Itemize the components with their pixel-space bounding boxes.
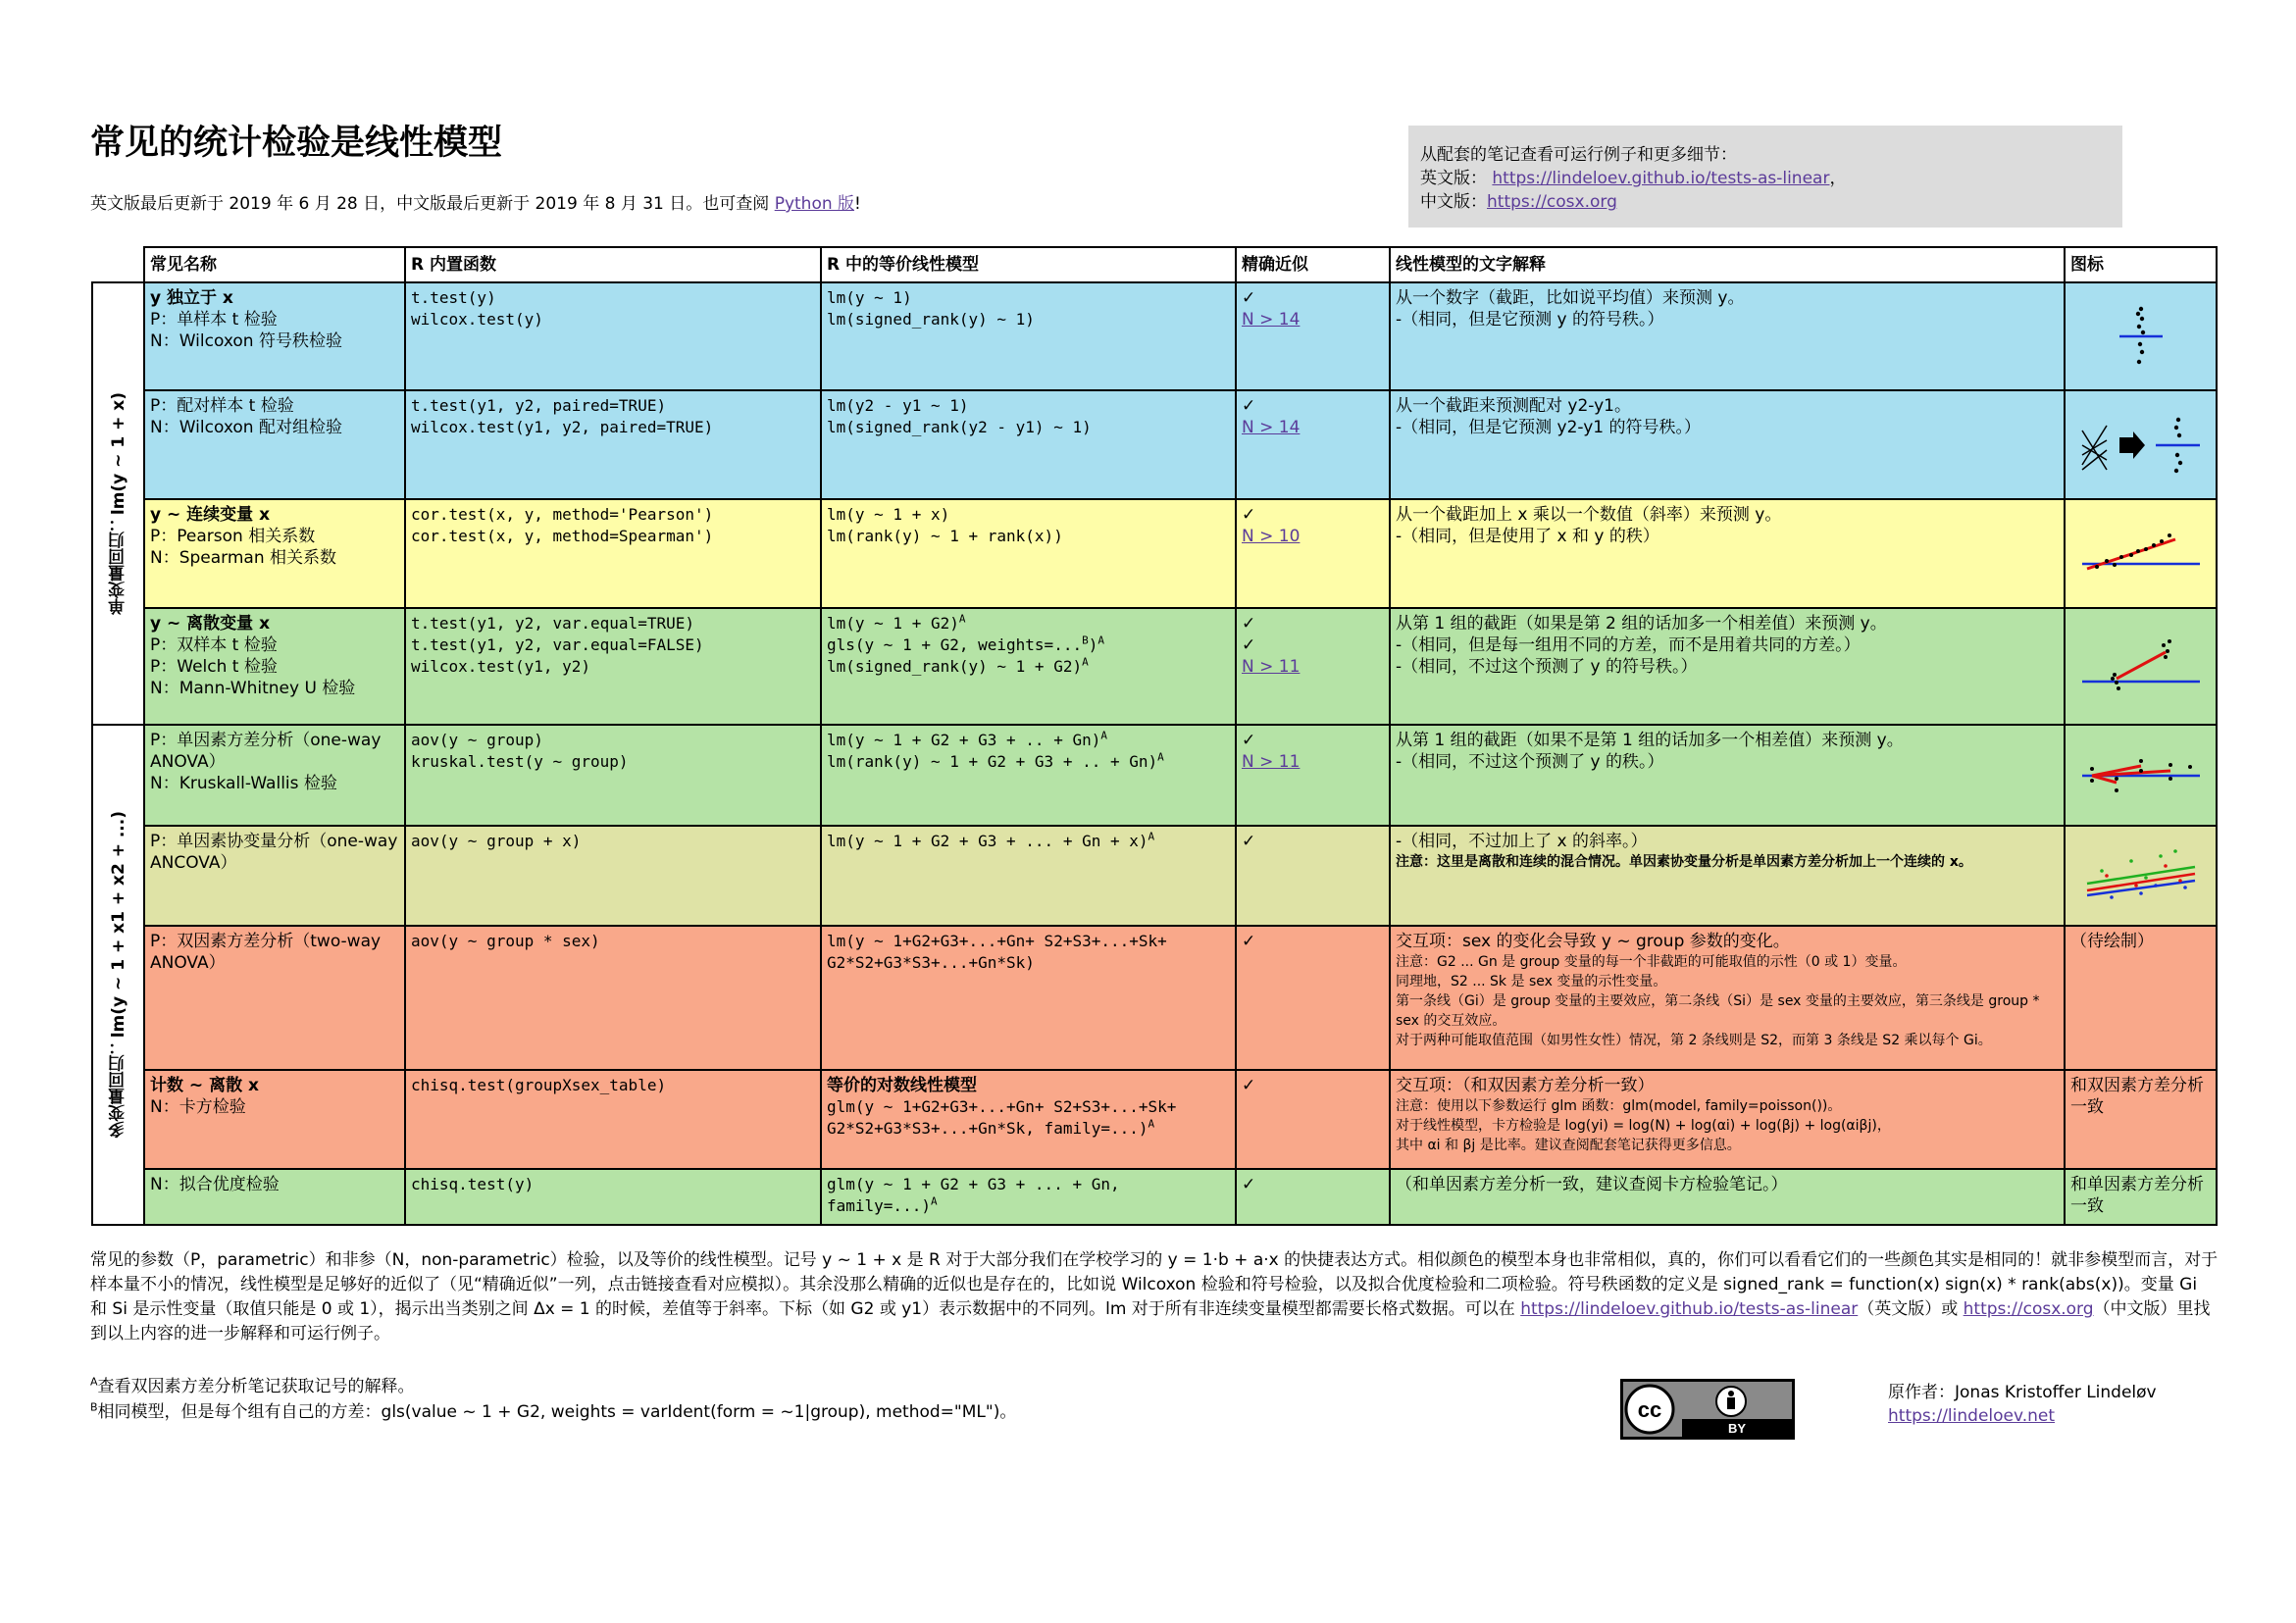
python-version-link[interactable]: Python 版 [774,194,855,214]
lm-line [827,751,1230,773]
note-b [90,1400,1016,1425]
explanation: -（相同，不过加上了 x 的斜率。） [1396,832,1648,851]
check-mark: ✓ [1242,288,1256,308]
table-row [92,1169,2217,1225]
explanation: 从第 1 组的截距（如果不是第 1 组的话加多一个相差值）来预测 y。 [1396,731,1904,750]
r-builtin-cell: aov(y ~ group + x) [405,826,821,926]
explanation: 从第 1 组的截距（如果是第 2 组的话加多一个相差值）来预测 y。 [1396,614,1887,634]
lm-cell [821,826,1236,926]
cc-icon: cc [1637,1397,1662,1422]
author-name: 原作者：Jonas Kristoffer Lindeløv [1888,1383,2157,1402]
explain-cell [1390,608,2065,725]
explanation: 从一个截距来预测配对 y2-y1。 [1396,396,1631,416]
header-icon: 图标 [2065,247,2217,282]
explanation: 从一个截距加上 x 乘以一个数值（斜率）来预测 y。 [1396,505,1782,525]
test-name: P：单因素协变量分析（one-way ANCOVA） [150,832,398,873]
explanation: 从一个数字（截距，比如说平均值）来预测 y。 [1396,288,1745,308]
lm-line [827,1118,1230,1140]
r-builtin-cell: chisq.test(y) [405,1169,821,1225]
lm-cell: lm(y2 - y1 ~ 1) lm(signed_rank(y2 - y1) ~ 1) [821,390,1236,499]
cc-by-license-badge[interactable] [1620,1379,1795,1440]
exact-cell [1236,608,1390,725]
lm-line: glm(y ~ 1+G2+G3+...+Gn+ S2+S3+...+Sk+ [827,1097,1177,1116]
explain-cell [1390,725,2065,826]
note-a [90,1375,415,1399]
exact-cell [1236,1070,1390,1169]
superscript: A [930,1194,938,1208]
lm-cell: lm(y ~ 1+G2+G3+...+Gn+ S2+S3+...+Sk+ G2*S2+G3*S3+...+Gn*Sk) [821,926,1236,1070]
simulation-link[interactable]: N > 10 [1242,527,1301,546]
explanation-note: 注意：G2 ... Gn 是 group 变量的每一个非截距的可能取值的示性（0 或 1）变量。 [1396,954,1907,970]
test-name: N：Wilcoxon 符号秩检验 [150,331,342,351]
test-name: N：Mann-Whitney U 检验 [150,679,356,698]
explain-cell [1390,282,2065,390]
r-builtin-cell: t.test(y1, y2, var.equal=TRUE) t.test(y1, y2, var.equal=FALSE) wilcox.test(y1, y2) [405,608,821,725]
r-builtin-cell: cor.test(x, y, method='Pearson') cor.test(x, y, method=Spearman') [405,499,821,608]
exact-cell [1236,926,1390,1070]
correlation-icon [2065,499,2217,608]
header-corner [92,247,144,282]
r-builtin-cell: t.test(y) wilcox.test(y) [405,282,821,390]
note-text: 相同模型，但是每个组有自己的方差：gls(value ~ 1 + G2, weights = varIdent(form = ~1|group), method="ML")。 [97,1402,1017,1422]
lm-line [827,634,1230,656]
superscript: A [1097,634,1104,647]
lm-text: G2*S2+G3*S3+...+Gn*Sk, family=...) [827,1119,1148,1138]
exact-cell [1236,390,1390,499]
icon-placeholder: 和双因素方差分析一致 [2065,1070,2217,1169]
explanation-note: 其中 αi 和 βj 是比率。建议查阅配套笔记获得更多信息。 [1396,1138,1741,1153]
table-row [92,1070,2217,1169]
test-name: N：拟合优度检验 [150,1175,280,1194]
lm-text: ) [1088,635,1098,654]
check-mark: ✓ [1242,505,1256,525]
by-label: BY [1727,1421,1747,1436]
exact-cell [1236,499,1390,608]
lm-text: lm(rank(y) ~ 1 + G2 + G3 + .. + Gn) [827,752,1158,771]
test-name: P：单因素方差分析（one-way ANOVA） [150,731,382,772]
explanation-note: 对于两种可能取值范围（如男性女性）情况，第 2 条线则是 S2，而第 3 条线是 S2 乘以每个 Gi。 [1396,1033,1992,1048]
r-builtin-cell: t.test(y1, y2, paired=TRUE) wilcox.test(y1, y2, paired=TRUE) [405,390,821,499]
row-heading: y ~ 连续变量 x [150,505,271,525]
test-name: P：单样本 t 检验 [150,310,278,330]
name-cell [144,608,405,725]
superscript: B [1082,634,1089,647]
single-regression-label: 单变量回归：lm(y ~ 1 + x) [92,282,144,725]
test-name: N：卡方检验 [150,1097,246,1117]
header-linear-model: R 中的等价线性模型 [821,247,1236,282]
lm-text: family=...) [827,1196,931,1215]
explain-cell [1390,926,2065,1070]
multi-regression-label: 多变量回归：lm(y ~ 1 + x1 + x2 + ...) [92,725,144,1225]
lm-text: lm(y ~ 1 + G2 + G3 + ... + Gn + x) [827,832,1148,850]
explanation: -（相同，不过这个预测了 y 的秩。） [1396,752,1664,772]
ancova-icon [2065,826,2217,926]
footnote-text: 常见的参数（P，parametric）和非参（N，non-parametric）检验，以及等价的线性模型。记号 y ~ 1 + x 是 R 对于大部分我们在学校学习的 y = 1·b + a·x 的快捷表达方式。相似颜色的模型本身也非常相似，真的，你们可以看看它们的一些颜色其实是相同的！就非参模型而言，对于样本量不小的情况，线性模型是足够好的近似了（见“精确近似”一列，点击链接查看对应模拟）。其余没那么精确的近似也是存在的，比如说 Wilcoxon 检验和符号检验，以及拟合优度检验和二项检验。符号秩函数的定义是 signed_rank = function(x) sign(x) * rank(abs(x))。变量 Gi 和 Si 是示性变量（取值只能是 0 或 1），揭示出当类别之间 Δx = 1 的时候，差值等于斜率。下标（如 G2 或 y1）表示数据中的不同列。lm 对于所有非连续变量模型都需要长格式数据。可以在 [90,1250,2219,1319]
r-builtin-cell: aov(y ~ group * sex) [405,926,821,1070]
explanation-note: 同理地，S2 ... Sk 是 sex 变量的示性变量。 [1396,974,1667,989]
lm-text: lm(y ~ 1 + G2 + G3 + .. + Gn) [827,731,1101,749]
header-r-builtin: R 内置函数 [405,247,821,282]
table-row [92,725,2217,826]
check-mark: ✓ [1242,1076,1256,1095]
person-icon [1728,1391,1734,1396]
info-line: 从配套的笔记查看可运行例子和更多细节： [1420,145,1737,165]
check-mark: ✓ [1242,832,1256,851]
row-heading: y 独立于 x [150,288,233,308]
header-common-name: 常见名称 [144,247,405,282]
lm-heading: 等价的对数线性模型 [827,1076,977,1095]
lm-line [827,613,1230,634]
explanation: 交互项：（和双因素方差分析一致） [1396,1076,1655,1095]
english-label: 英文版： [1420,169,1487,188]
name-cell [144,1070,405,1169]
simulation-link[interactable]: N > 14 [1242,418,1301,437]
page-subtitle [90,189,861,214]
superscript: A [958,612,966,626]
superscript: A [1148,1117,1155,1131]
lm-cell [821,1169,1236,1225]
explanation-note: 注意：使用以下参数运行 glm 函数：glm(model, family=poisson())。 [1396,1098,1842,1114]
explanation: -（相同，不过这个预测了 y 的符号秩。） [1396,657,1698,677]
table-row [92,499,2217,608]
anova-icon [2065,725,2217,826]
icon-placeholder: 和单因素方差分析一致 [2065,1169,2217,1225]
chinese-notebook-link[interactable]: https://cosx.org [1487,192,1617,212]
r-builtin-cell: aov(y ~ group) kruskal.test(y ~ group) [405,725,821,826]
two-sample-icon [2065,608,2217,725]
english-notebook-link[interactable]: https://lindeloev.github.io/tests-as-linear [1492,169,1830,188]
exact-cell [1236,1169,1390,1225]
test-name: N：Spearman 相关系数 [150,548,337,568]
lm-line: glm(y ~ 1 + G2 + G3 + ... + Gn, [827,1175,1120,1193]
check-mark: ✓ [1242,731,1256,750]
test-name: N：Kruskall-Wallis 检验 [150,774,337,793]
explain-cell [1390,390,2065,499]
table-row [92,608,2217,725]
page-title: 常见的统计检验是线性模型 [90,124,503,163]
paired-sample-icon [2065,390,2217,499]
author-block [1888,1381,2157,1428]
explanation: -（相同，但是使用了 x 和 y 的秩） [1396,527,1659,546]
chinese-notebook-link[interactable]: https://cosx.org [1963,1299,2094,1319]
english-notebook-link[interactable]: https://lindeloev.github.io/tests-as-linear [1520,1299,1859,1319]
explain-cell [1390,1169,2065,1225]
test-name: P：Welch t 检验 [150,657,278,677]
icon-placeholder: （待绘制） [2065,926,2217,1070]
name-cell [144,926,405,1070]
explanation-note: 注意：这里是离散和连续的混合情况。单因素协变量分析是单因素方差分析加上一个连续的 x。 [1396,854,1972,870]
notebook-info-box [1408,126,2122,228]
explanation: -（相同，但是每一组用不同的方差，而不是用着共同的方差。） [1396,635,1861,655]
separator: ， [1829,169,1847,188]
exact-cell [1236,826,1390,926]
explain-cell [1390,826,2065,926]
exact-cell [1236,725,1390,826]
lm-line [827,1195,1230,1217]
footnote-text: （中文版）里找到以上内容的进一步解释和可运行例子。 [90,1299,2211,1344]
note-text: 查看双因素方差分析笔记获取记号的解释。 [97,1377,415,1396]
one-sample-icon [2065,282,2217,390]
check-mark: ✓ [1242,1175,1256,1194]
superscript: A [1100,729,1107,742]
test-name: P：配对样本 t 检验 [150,396,294,416]
test-name: P：Pearson 相关系数 [150,527,316,546]
lm-cell [821,1070,1236,1169]
superscript: A [1082,655,1089,669]
footnote-text: （英文版）或 [1858,1299,1959,1319]
exact-cell [1236,282,1390,390]
simulation-link[interactable]: N > 11 [1242,752,1301,772]
footnote-paragraph [90,1248,2219,1346]
superscript: A [90,1375,98,1389]
lm-text: lm(signed_rank(y) ~ 1 + G2) [827,657,1083,676]
lm-line [827,656,1230,678]
row-heading: y ~ 离散变量 x [150,614,271,634]
name-cell [144,282,405,390]
subtitle-end: ! [854,194,861,214]
lm-cell [821,725,1236,826]
lm-text: gls(y ~ 1 + G2, weights=... [827,635,1083,654]
chinese-label: 中文版： [1420,192,1487,212]
superscript: A [1148,830,1155,843]
superscript: A [1157,750,1164,764]
row-heading: 计数 ~ 离散 x [150,1076,259,1095]
name-cell [144,725,405,826]
test-name: P：双样本 t 检验 [150,635,278,655]
lm-text: lm(y ~ 1 + G2) [827,614,959,633]
explanation: （和单因素方差分析一致，建议查阅卡方检验笔记。） [1396,1175,1788,1194]
table-row [92,390,2217,499]
explanation: -（相同，但是它预测 y 的符号秩。） [1396,310,1664,330]
superscript: B [90,1400,98,1414]
header-exact: 精确近似 [1236,247,1390,282]
explanation: 交互项：sex 的变化会导致 y ~ group 参数的变化。 [1396,932,1790,951]
lm-cell [821,608,1236,725]
name-cell [144,499,405,608]
lm-cell: lm(y ~ 1 + x) lm(rank(y) ~ 1 + rank(x)) [821,499,1236,608]
simulation-link[interactable]: N > 11 [1242,657,1301,677]
lm-line [827,831,1230,852]
explain-cell [1390,499,2065,608]
tests-table [91,246,2218,1226]
simulation-link[interactable]: N > 14 [1242,310,1301,330]
r-builtin-cell: chisq.test(groupXsex_table) [405,1070,821,1169]
table-row [92,926,2217,1070]
explain-cell [1390,1070,2065,1169]
lm-line [827,730,1230,751]
name-cell [144,390,405,499]
test-name: P：双因素方差分析（two-way ANOVA） [150,932,382,973]
check-mark: ✓ [1242,932,1256,951]
name-cell [144,826,405,926]
check-mark: ✓ [1242,635,1256,655]
test-name: N：Wilcoxon 配对组检验 [150,418,342,437]
lm-cell: lm(y ~ 1) lm(signed_rank(y) ~ 1) [821,282,1236,390]
table-row [92,282,2217,390]
table-row [92,826,2217,926]
author-link[interactable]: https://lindeloev.net [1888,1406,2056,1426]
check-mark: ✓ [1242,396,1256,416]
subtitle-text: 英文版最后更新于 2019 年 6 月 28 日，中文版最后更新于 2019 年 8 月 31 日。也可查阅 [90,194,770,214]
name-cell [144,1169,405,1225]
explanation-note: 第一条线（Gi）是 group 变量的主要效应，第二条线（Si）是 sex 变量的主要效应，第三条线是 group * sex 的交互效应。 [1396,993,2040,1029]
explanation-note: 对于线性模型，卡方检验是 log(yi) = log(N) + log(αi) + log(βj) + log(αiβj)， [1396,1118,1891,1134]
explanation: -（相同，但是它预测 y2-y1 的符号秩。） [1396,418,1702,437]
header-explanation: 线性模型的文字解释 [1390,247,2065,282]
check-mark: ✓ [1242,614,1256,634]
